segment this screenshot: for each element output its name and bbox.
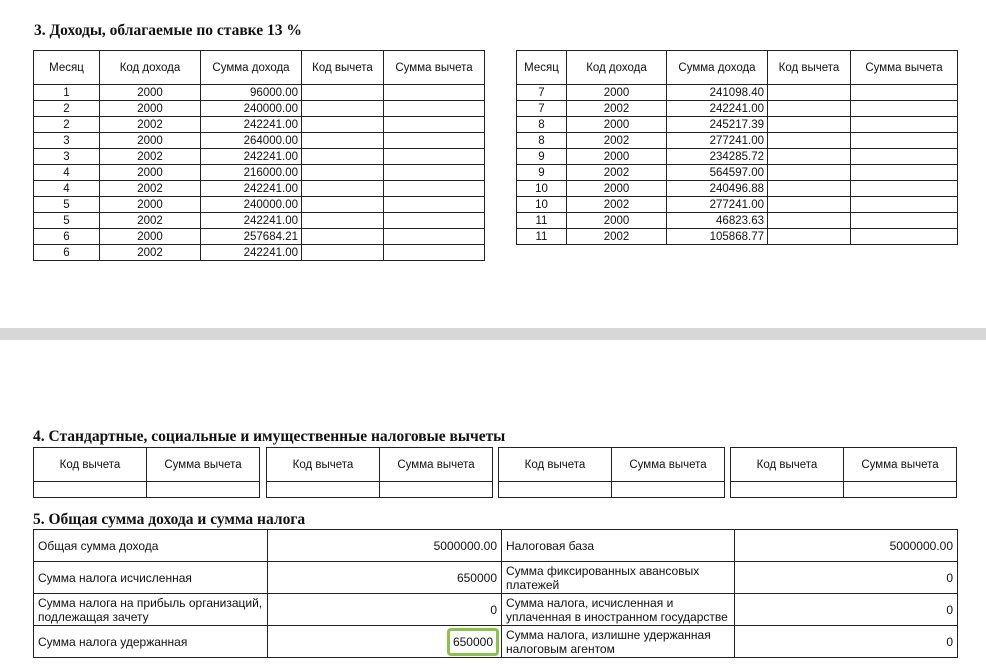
income-code-cell: 2000 bbox=[567, 149, 667, 165]
income-code-cell: 2000 bbox=[100, 197, 201, 213]
income-sum-cell: 245217.39 bbox=[667, 117, 768, 133]
deduction-sum-cell bbox=[851, 117, 958, 133]
income-sum-cell: 564597.00 bbox=[667, 165, 768, 181]
header-deduction-code: Код вычета bbox=[768, 51, 851, 85]
income-table-left bbox=[33, 50, 485, 261]
deduction-sum-cell bbox=[851, 101, 958, 117]
month-cell: 1 bbox=[34, 85, 100, 101]
deduction-sum-cell bbox=[851, 85, 958, 101]
deduction-sum-cell bbox=[384, 245, 485, 261]
deduction-sum-cell bbox=[384, 101, 485, 117]
income-code-cell: 2000 bbox=[100, 133, 201, 149]
deduction-sum-cell bbox=[384, 133, 485, 149]
month-cell: 10 bbox=[517, 197, 567, 213]
month-cell: 4 bbox=[34, 181, 100, 197]
header-deduction-code: Код вычета bbox=[267, 448, 380, 482]
income-sum-cell: 240496.88 bbox=[667, 181, 768, 197]
table-row bbox=[34, 213, 485, 229]
month-cell: 3 bbox=[34, 149, 100, 165]
month-cell: 6 bbox=[34, 229, 100, 245]
deduction-code-cell bbox=[302, 149, 384, 165]
excess-withheld-label: Сумма налога, излишне удержанная налоговым агентом bbox=[502, 626, 735, 658]
deduction-code-cell bbox=[302, 85, 384, 101]
deduction-code-cell bbox=[768, 229, 851, 245]
deduction-sum-cell bbox=[851, 197, 958, 213]
income-sum-cell: 234285.72 bbox=[667, 149, 768, 165]
income-sum-cell: 241098.40 bbox=[667, 85, 768, 101]
header-deduction-sum: Сумма вычета bbox=[380, 448, 493, 482]
deduction-code-cell bbox=[768, 149, 851, 165]
income-code-cell: 2000 bbox=[567, 85, 667, 101]
header-deduction-sum: Сумма вычета bbox=[851, 51, 958, 85]
month-cell: 4 bbox=[34, 165, 100, 181]
month-cell: 8 bbox=[517, 133, 567, 149]
profit-tax-offset-value: 0 bbox=[268, 594, 502, 626]
header-deduction-code: Код вычета bbox=[499, 448, 612, 482]
table-row bbox=[34, 101, 485, 117]
table-row bbox=[517, 133, 958, 149]
excess-withheld-value: 0 bbox=[735, 626, 958, 658]
deduction-code-cell bbox=[302, 229, 384, 245]
deductions-table-2 bbox=[266, 447, 493, 498]
deduction-sum-cell bbox=[851, 149, 958, 165]
deduction-code-cell bbox=[499, 482, 612, 498]
deduction-sum-cell bbox=[147, 482, 260, 498]
table-row bbox=[34, 197, 485, 213]
tax-withheld-value: 650000 bbox=[447, 628, 499, 656]
income-code-cell: 2002 bbox=[567, 229, 667, 245]
income-code-cell: 2000 bbox=[100, 101, 201, 117]
income-sum-cell: 240000.00 bbox=[201, 101, 302, 117]
month-cell: 2 bbox=[34, 101, 100, 117]
deduction-code-cell bbox=[768, 213, 851, 229]
table-row bbox=[517, 229, 958, 245]
month-cell: 9 bbox=[517, 149, 567, 165]
income-code-cell: 2002 bbox=[100, 117, 201, 133]
deduction-sum-cell bbox=[851, 133, 958, 149]
deduction-sum-cell bbox=[851, 229, 958, 245]
table-row bbox=[517, 181, 958, 197]
deduction-code-cell bbox=[34, 482, 147, 498]
month-cell: 9 bbox=[517, 165, 567, 181]
income-sum-cell: 46823.63 bbox=[667, 213, 768, 229]
income-sum-cell: 257684.21 bbox=[201, 229, 302, 245]
table-row bbox=[517, 85, 958, 101]
income-code-cell: 2002 bbox=[100, 181, 201, 197]
table-row bbox=[34, 133, 485, 149]
month-cell: 11 bbox=[517, 229, 567, 245]
table-row bbox=[517, 197, 958, 213]
table-row bbox=[34, 229, 485, 245]
income-sum-cell: 242241.00 bbox=[201, 181, 302, 197]
section3-title: 3. Доходы, облагаемые по ставке 13 % bbox=[34, 22, 302, 39]
tax-base-value: 5000000.00 bbox=[735, 530, 958, 562]
table-row bbox=[517, 165, 958, 181]
income-code-cell: 2002 bbox=[100, 149, 201, 165]
deduction-sum-cell bbox=[851, 165, 958, 181]
deduction-sum-cell bbox=[384, 117, 485, 133]
header-deduction-sum: Сумма вычета bbox=[612, 448, 725, 482]
tax-withheld-cell bbox=[268, 626, 502, 658]
deduction-sum-cell bbox=[851, 213, 958, 229]
income-code-cell: 2000 bbox=[567, 213, 667, 229]
income-code-cell: 2002 bbox=[100, 245, 201, 261]
month-cell: 3 bbox=[34, 133, 100, 149]
income-sum-cell: 277241.00 bbox=[667, 133, 768, 149]
income-code-cell: 2000 bbox=[100, 165, 201, 181]
deduction-code-cell bbox=[302, 165, 384, 181]
deduction-code-cell bbox=[768, 101, 851, 117]
deduction-sum-cell bbox=[384, 229, 485, 245]
table-row bbox=[34, 165, 485, 181]
table-row bbox=[34, 85, 485, 101]
foreign-tax-label: Сумма налога, исчисленная и уплаченная в иностранном государстве bbox=[502, 594, 735, 626]
income-code-cell: 2002 bbox=[567, 101, 667, 117]
header-deduction-code: Код вычета bbox=[34, 448, 147, 482]
table-row bbox=[517, 149, 958, 165]
deduction-sum-cell bbox=[384, 165, 485, 181]
income-code-cell: 2000 bbox=[100, 229, 201, 245]
income-sum-cell: 277241.00 bbox=[667, 197, 768, 213]
deduction-sum-cell bbox=[844, 482, 957, 498]
fixed-advance-payments-value: 0 bbox=[735, 562, 958, 594]
deductions-table-1 bbox=[33, 447, 260, 498]
income-sum-cell: 240000.00 bbox=[201, 197, 302, 213]
section5-title: 5. Общая сумма дохода и сумма налога bbox=[33, 511, 306, 528]
month-cell: 5 bbox=[34, 197, 100, 213]
header-income-sum: Сумма дохода bbox=[667, 51, 768, 85]
deduction-code-cell bbox=[302, 181, 384, 197]
table-row bbox=[517, 213, 958, 229]
deduction-code-cell bbox=[768, 181, 851, 197]
deductions-table-4 bbox=[730, 447, 957, 498]
table-row bbox=[34, 245, 485, 261]
table-row bbox=[517, 101, 958, 117]
deduction-sum-cell bbox=[384, 181, 485, 197]
income-sum-cell: 216000.00 bbox=[201, 165, 302, 181]
header-month: Месяц bbox=[517, 51, 567, 85]
table-row bbox=[34, 181, 485, 197]
deduction-code-cell bbox=[768, 117, 851, 133]
income-code-cell: 2000 bbox=[567, 117, 667, 133]
total-income-value: 5000000.00 bbox=[268, 530, 502, 562]
month-cell: 2 bbox=[34, 117, 100, 133]
header-deduction-code: Код вычета bbox=[731, 448, 844, 482]
income-sum-cell: 105868.77 bbox=[667, 229, 768, 245]
deduction-code-cell bbox=[302, 197, 384, 213]
deduction-code-cell bbox=[302, 117, 384, 133]
deduction-code-cell bbox=[768, 165, 851, 181]
profit-tax-offset-label: Сумма налога на прибыль организаций, подлежащая зачету bbox=[34, 594, 268, 626]
deduction-code-cell bbox=[731, 482, 844, 498]
deduction-code-cell bbox=[768, 133, 851, 149]
table-row bbox=[517, 117, 958, 133]
header-income-sum: Сумма дохода bbox=[201, 51, 302, 85]
header-month: Месяц bbox=[34, 51, 100, 85]
foreign-tax-value: 0 bbox=[735, 594, 958, 626]
page-separator bbox=[0, 328, 986, 340]
month-cell: 6 bbox=[34, 245, 100, 261]
header-deduction-sum: Сумма вычета bbox=[844, 448, 957, 482]
tax-base-label: Налоговая база bbox=[502, 530, 735, 562]
deduction-code-cell bbox=[302, 213, 384, 229]
deduction-sum-cell bbox=[384, 85, 485, 101]
income-sum-cell: 264000.00 bbox=[201, 133, 302, 149]
month-cell: 10 bbox=[517, 181, 567, 197]
tax-calculated-label: Сумма налога исчисленная bbox=[34, 562, 268, 594]
month-cell: 8 bbox=[517, 117, 567, 133]
section4-title: 4. Стандартные, социальные и имущественные налоговые вычеты bbox=[33, 428, 506, 445]
header-income-code: Код дохода bbox=[567, 51, 667, 85]
deduction-sum-cell bbox=[380, 482, 493, 498]
month-cell: 7 bbox=[517, 85, 567, 101]
deduction-code-cell bbox=[302, 133, 384, 149]
header-deduction-sum: Сумма вычета bbox=[384, 51, 485, 85]
total-income-label: Общая сумма дохода bbox=[34, 530, 268, 562]
deduction-code-cell bbox=[267, 482, 380, 498]
deduction-sum-cell bbox=[384, 197, 485, 213]
deduction-sum-cell bbox=[851, 181, 958, 197]
income-code-cell: 2002 bbox=[100, 213, 201, 229]
deduction-code-cell bbox=[768, 85, 851, 101]
income-code-cell: 2002 bbox=[567, 133, 667, 149]
deduction-sum-cell bbox=[384, 149, 485, 165]
table-row bbox=[34, 149, 485, 165]
income-sum-cell: 242241.00 bbox=[201, 117, 302, 133]
tax-calculated-value: 650000 bbox=[268, 562, 502, 594]
deduction-code-cell bbox=[302, 101, 384, 117]
month-cell: 11 bbox=[517, 213, 567, 229]
income-sum-cell: 242241.00 bbox=[201, 149, 302, 165]
income-table-right bbox=[516, 50, 958, 245]
income-sum-cell: 242241.00 bbox=[201, 213, 302, 229]
income-code-cell: 2000 bbox=[567, 181, 667, 197]
header-deduction-sum: Сумма вычета bbox=[147, 448, 260, 482]
income-sum-cell: 96000.00 bbox=[201, 85, 302, 101]
totals-table bbox=[33, 529, 958, 658]
deduction-sum-cell bbox=[612, 482, 725, 498]
table-row bbox=[34, 117, 485, 133]
tax-withheld-label: Сумма налога удержанная bbox=[34, 626, 268, 658]
income-code-cell: 2000 bbox=[100, 85, 201, 101]
month-cell: 7 bbox=[517, 101, 567, 117]
income-code-cell: 2002 bbox=[567, 197, 667, 213]
income-sum-cell: 242241.00 bbox=[667, 101, 768, 117]
deduction-sum-cell bbox=[384, 213, 485, 229]
header-income-code: Код дохода bbox=[100, 51, 201, 85]
income-sum-cell: 242241.00 bbox=[201, 245, 302, 261]
fixed-advance-payments-label: Сумма фиксированных авансовых платежей bbox=[502, 562, 735, 594]
month-cell: 5 bbox=[34, 213, 100, 229]
deduction-code-cell bbox=[302, 245, 384, 261]
header-deduction-code: Код вычета bbox=[302, 51, 384, 85]
income-code-cell: 2002 bbox=[567, 165, 667, 181]
deduction-code-cell bbox=[768, 197, 851, 213]
deductions-table-3 bbox=[498, 447, 725, 498]
